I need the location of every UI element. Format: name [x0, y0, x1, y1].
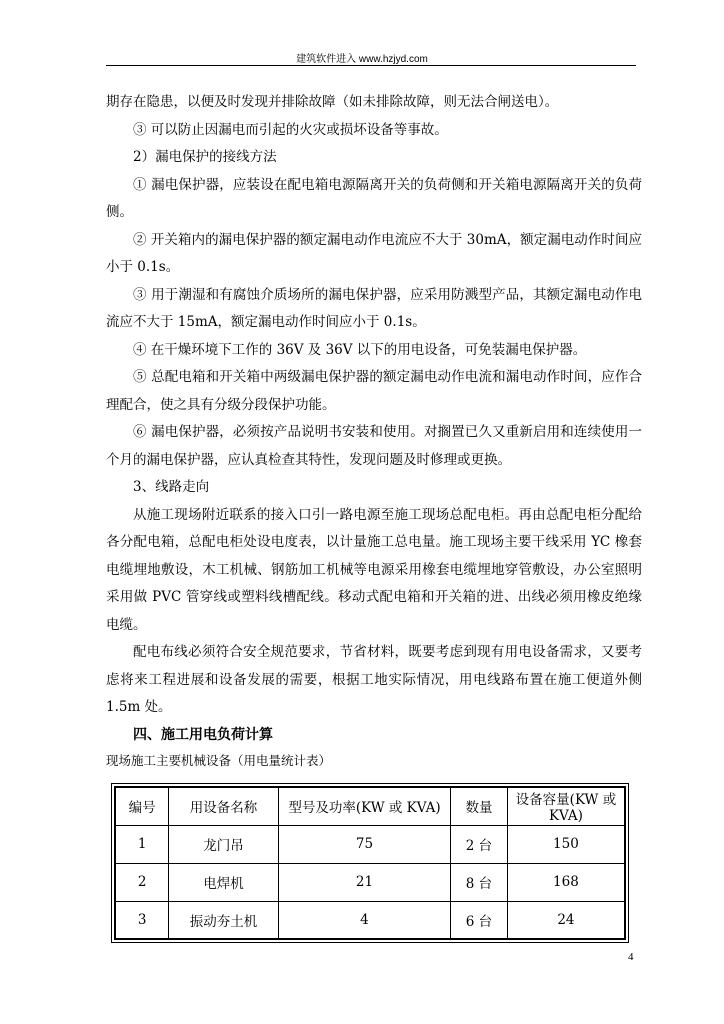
table-cell: 75 [278, 825, 450, 863]
table-cell: 24 [507, 901, 625, 939]
paragraph: 期存在隐患，以便及时发现并排除故障（如未排除故障，则无法合闸送电）。 [106, 94, 559, 110]
table-cell: 1 [115, 825, 169, 863]
table-cell: 21 [278, 863, 450, 901]
table-cell: 150 [507, 825, 625, 863]
table-cell: 2 台 [451, 825, 508, 863]
table-header-row [115, 787, 625, 825]
header-cell-equipment-name: 用设备名称 [169, 787, 279, 825]
paragraph: ② 开关箱内的漏电保护器的额定漏电动作电流应不大于 30mA，额定漏电动作时间应小于 0.1s。 [106, 231, 642, 275]
header-cell-capacity: 设备容量(KW 或 KVA) [507, 787, 625, 825]
paragraph: ① 漏电保护器，应装设在配电箱电源隔离开关的负荷侧和开关箱电源隔离开关的负荷侧。 [106, 176, 642, 220]
header-cell-model-power: 型号及功率(KW 或 KVA) [278, 787, 450, 825]
table-cell: 6 台 [451, 901, 508, 939]
subsection-heading: 3、线路走向 [133, 479, 210, 495]
table-row [115, 901, 625, 939]
paragraph: ③ 可以防止因漏电而引起的火灾或损坏设备等事故。 [133, 121, 448, 138]
table-cell: 电焊机 [169, 863, 279, 901]
equipment-table [114, 786, 626, 940]
paragraph: ③ 用于潮湿和有腐蚀介质场所的漏电保护器，应采用防溅型产品，其额定漏电动作电流应不大于 15mA，额定漏电动作时间应小于 0.1s。 [106, 286, 642, 330]
header-cell-quantity: 数量 [451, 787, 508, 825]
section-heading: 四、施工用电负荷计算 [133, 726, 273, 743]
table-cell: 龙门吊 [169, 825, 279, 863]
paragraph: 从施工现场附近联系的接入口引一路电源至施工现场总配电柜。再由总配电柜分配给各分配电箱，总配电柜处设电度表，以计量施工总电量。施工现场主要干线采用 YC 橡套电缆埋地敷设，木工机械、钢筋加工机械等电源采用橡套电缆埋地穿管敷设，办公室照明采用做 PVC 管穿线或塑料线槽配线。移动式配电箱和开关箱的进、出线必须用橡皮绝缘电缆。 [106, 506, 642, 633]
header-rule [106, 65, 636, 66]
table-row [115, 825, 625, 863]
table-cell: 2 [115, 863, 169, 901]
page-header: 建筑软件进入 www.hzjyd.com [296, 54, 428, 65]
table-cell: 振动夯土机 [169, 901, 279, 939]
table-cell: 3 [115, 901, 169, 939]
table-caption: 现场施工主要机械设备（用电量统计表） [106, 753, 332, 768]
paragraph: 配电布线必须符合安全规范要求，节省材料，既要考虑到现有用电设备需求，又要考虑将来工程进展和设备发展的需要，根据工地实际情况，用电线路布置在施工便道外侧 1.5m 处。 [106, 644, 642, 715]
subsection-heading: 2）漏电保护的接线方法 [133, 149, 277, 165]
table-cell: 4 [278, 901, 450, 939]
table-cell: 8 台 [451, 863, 508, 901]
paragraph: ⑤ 总配电箱和开关箱中两级漏电保护器的额定漏电动作电流和漏电动作时间，应作合理配合，使之具有分级分段保护功能。 [106, 369, 642, 413]
paragraph: ⑥ 漏电保护器，必须按产品说明书安装和使用。对搁置已久又重新启用和连续使用一个月的漏电保护器，应认真检查其特性，发现问题及时修理或更换。 [106, 424, 642, 468]
document-body [106, 89, 642, 773]
paragraph: ④ 在干燥环境下工作的 36V 及 36V 以下的用电设备，可免装漏电保护器。 [133, 341, 587, 358]
table-cell: 168 [507, 863, 625, 901]
header-cell-number: 编号 [115, 787, 169, 825]
table-row [115, 863, 625, 901]
page-number: 4 [628, 951, 634, 963]
